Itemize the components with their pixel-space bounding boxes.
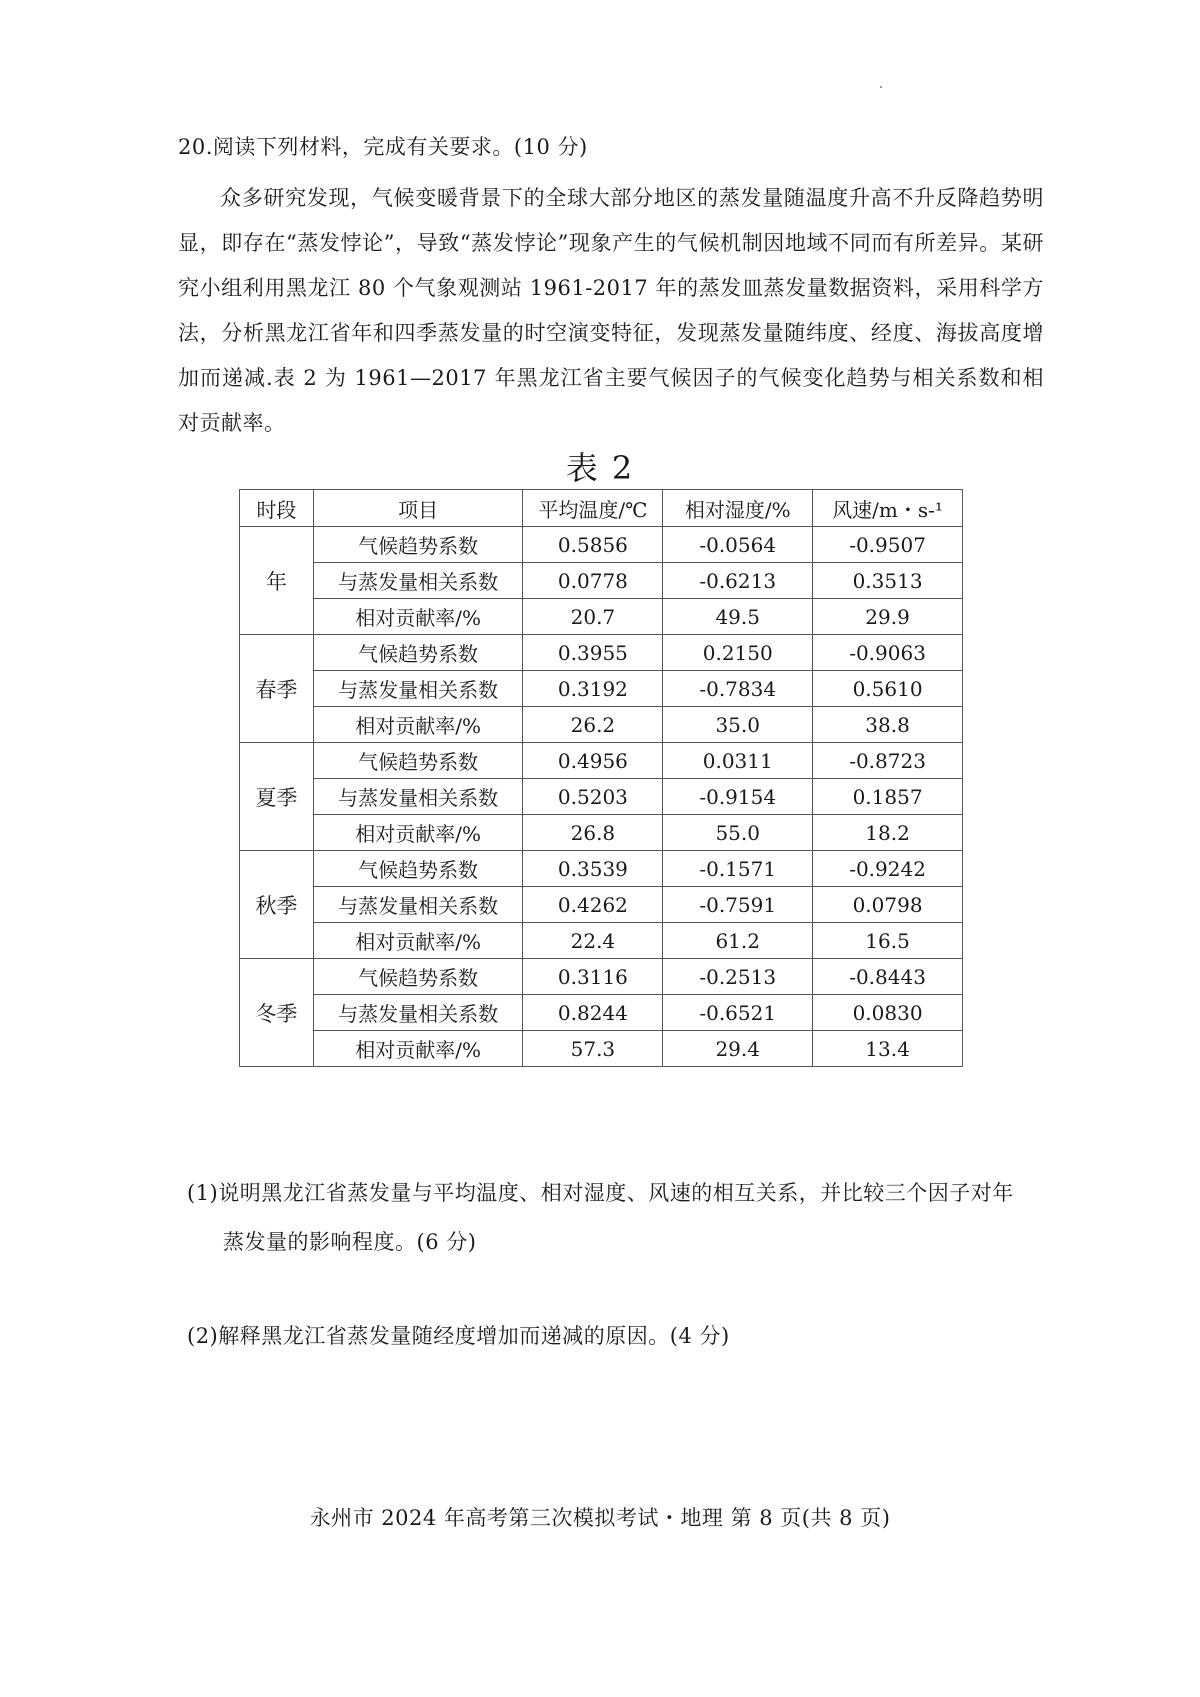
item-cell: 相对贡献率/%: [313, 815, 523, 851]
item-cell: 与蒸发量相关系数: [313, 671, 523, 707]
climate-factor-table: [239, 489, 963, 1067]
subquestion-1-line-1: (1)说明黑龙江省蒸发量与平均温度、相对湿度、风速的相互关系，并比较三个因子对年: [187, 1181, 1014, 1205]
temperature-cell: 26.8: [523, 815, 663, 851]
period-cell: 夏季: [240, 743, 314, 851]
temperature-cell: 0.3955: [523, 635, 663, 671]
subquestion-1-line-2: 蒸发量的影响程度。(6 分): [223, 1230, 477, 1254]
humidity-cell: -0.9154: [663, 779, 813, 815]
wind-speed-cell: 0.0830: [813, 995, 963, 1031]
wind-speed-cell: 29.9: [813, 599, 963, 635]
item-cell: 气候趋势系数: [313, 959, 523, 995]
temperature-cell: 57.3: [523, 1031, 663, 1067]
item-cell: 与蒸发量相关系数: [313, 779, 523, 815]
table-row: [240, 779, 963, 815]
wind-speed-cell: 18.2: [813, 815, 963, 851]
temperature-cell: 22.4: [523, 923, 663, 959]
humidity-cell: 35.0: [663, 707, 813, 743]
wind-speed-cell: 0.0798: [813, 887, 963, 923]
temperature-cell: 0.4956: [523, 743, 663, 779]
humidity-cell: -0.6521: [663, 995, 813, 1031]
table-row: [240, 959, 963, 995]
subquestion-2: (2)解释黑龙江省蒸发量随经度增加而递减的原因。(4 分): [187, 1324, 730, 1348]
item-cell: 相对贡献率/%: [313, 599, 523, 635]
humidity-cell: 29.4: [663, 1031, 813, 1067]
humidity-cell: 49.5: [663, 599, 813, 635]
header-temperature: 平均温度/℃: [523, 490, 663, 527]
humidity-cell: 0.0311: [663, 743, 813, 779]
wind-speed-cell: -0.9242: [813, 851, 963, 887]
table-row: [240, 635, 963, 671]
wind-speed-cell: -0.8443: [813, 959, 963, 995]
table-row: [240, 671, 963, 707]
question-title: 20.阅读下列材料，完成有关要求。(10 分): [178, 135, 588, 159]
question-material: 众多研究发现，气候变暖背景下的全球大部分地区的蒸发量随温度升高不升反降趋势明显，即存在“蒸发悖论”，导致“蒸发悖论”现象产生的气候机制因地域不同而有所差异。某研究小组利用黑龙江 80 个气象观测站 1961-2017 年的蒸发皿蒸发量数据资料，采用科学方法，分析黑龙江省年和四季蒸发量的时空演变特征，发现蒸发量随纬度、经度、海拔高度增加而递减.表 2 为 1961—2017 年黑龙江省主要气候因子的气候变化趋势与相关系数和相对贡献率。: [178, 186, 1044, 435]
item-cell: 气候趋势系数: [313, 635, 523, 671]
header-wind-speed: 风速/m・s-¹: [813, 490, 963, 527]
humidity-cell: -0.0564: [663, 527, 813, 563]
wind-speed-cell: -0.9507: [813, 527, 963, 563]
humidity-cell: -0.7591: [663, 887, 813, 923]
header-period: 时段: [240, 490, 314, 527]
humidity-cell: -0.6213: [663, 563, 813, 599]
item-cell: 与蒸发量相关系数: [313, 563, 523, 599]
header-item: 项目: [313, 490, 523, 527]
temperature-cell: 0.5203: [523, 779, 663, 815]
table-header-row: [240, 490, 963, 527]
table-row: [240, 599, 963, 635]
scan-speck: [880, 86, 882, 88]
item-cell: 气候趋势系数: [313, 527, 523, 563]
temperature-cell: 0.5856: [523, 527, 663, 563]
temperature-cell: 0.0778: [523, 563, 663, 599]
humidity-cell: -0.7834: [663, 671, 813, 707]
temperature-cell: 26.2: [523, 707, 663, 743]
humidity-cell: -0.1571: [663, 851, 813, 887]
temperature-cell: 0.3192: [523, 671, 663, 707]
item-cell: 气候趋势系数: [313, 851, 523, 887]
humidity-cell: 61.2: [663, 923, 813, 959]
table-row: [240, 887, 963, 923]
temperature-cell: 0.4262: [523, 887, 663, 923]
table-row: [240, 527, 963, 563]
temperature-cell: 0.8244: [523, 995, 663, 1031]
wind-speed-cell: 0.5610: [813, 671, 963, 707]
humidity-cell: -0.2513: [663, 959, 813, 995]
temperature-cell: 0.3539: [523, 851, 663, 887]
wind-speed-cell: -0.8723: [813, 743, 963, 779]
table-row: [240, 995, 963, 1031]
table-row: [240, 923, 963, 959]
item-cell: 与蒸发量相关系数: [313, 995, 523, 1031]
wind-speed-cell: -0.9063: [813, 635, 963, 671]
wind-speed-cell: 0.3513: [813, 563, 963, 599]
temperature-cell: 20.7: [523, 599, 663, 635]
table-row: [240, 1031, 963, 1067]
humidity-cell: 55.0: [663, 815, 813, 851]
table-row: [240, 563, 963, 599]
header-humidity: 相对湿度/%: [663, 490, 813, 527]
humidity-cell: 0.2150: [663, 635, 813, 671]
temperature-cell: 0.3116: [523, 959, 663, 995]
wind-speed-cell: 0.1857: [813, 779, 963, 815]
wind-speed-cell: 13.4: [813, 1031, 963, 1067]
page-footer: 永州市 2024 年高考第三次模拟考试・地理 第 8 页(共 8 页): [309, 1506, 891, 1530]
table-body: [240, 527, 963, 1067]
period-cell: 冬季: [240, 959, 314, 1067]
period-cell: 春季: [240, 635, 314, 743]
item-cell: 气候趋势系数: [313, 743, 523, 779]
item-cell: 与蒸发量相关系数: [313, 887, 523, 923]
table-caption: 表 2: [565, 449, 635, 487]
table-row: [240, 743, 963, 779]
item-cell: 相对贡献率/%: [313, 1031, 523, 1067]
table-row: [240, 707, 963, 743]
item-cell: 相对贡献率/%: [313, 923, 523, 959]
wind-speed-cell: 16.5: [813, 923, 963, 959]
item-cell: 相对贡献率/%: [313, 707, 523, 743]
table-row: [240, 851, 963, 887]
wind-speed-cell: 38.8: [813, 707, 963, 743]
period-cell: 年: [240, 527, 314, 635]
period-cell: 秋季: [240, 851, 314, 959]
table-row: [240, 815, 963, 851]
